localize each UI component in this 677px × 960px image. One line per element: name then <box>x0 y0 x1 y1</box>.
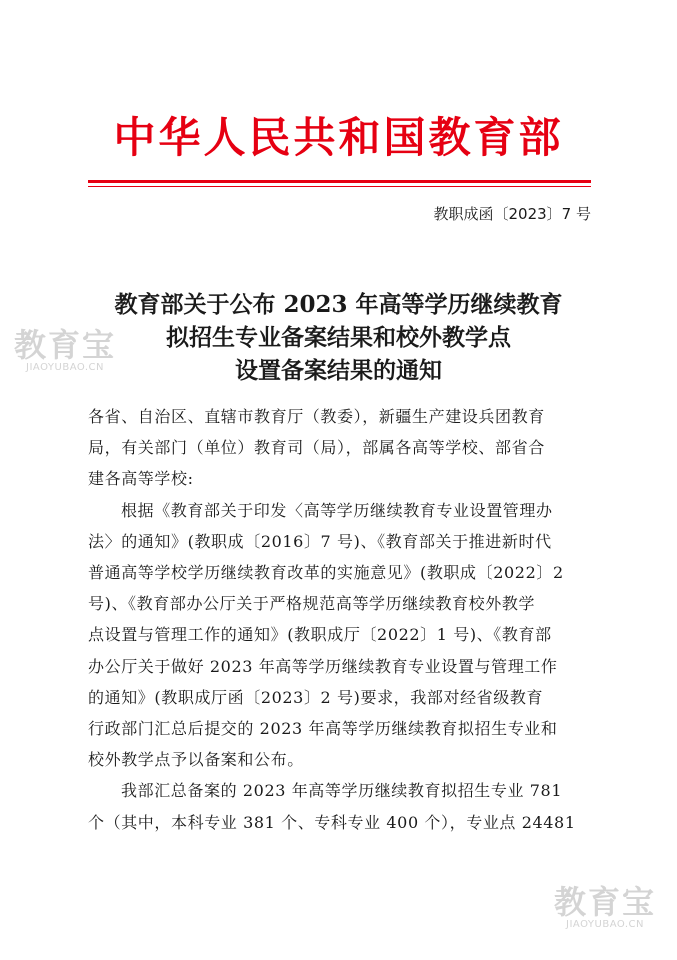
body-line: 行政部门汇总后提交的 2023 年高等学历继续教育拟招生专业和 <box>88 719 558 739</box>
body-line: 个（其中，本科专业 381 个、专科专业 400 个），专业点 24481 <box>88 812 576 832</box>
body-line: 法〉的通知》(教职成〔2016〕7 号)、《教育部关于推进新时代 <box>88 531 552 551</box>
body-line: 办公厅关于做好 2023 年高等学历继续教育专业设置与管理工作 <box>88 656 558 676</box>
body-line: 各省、自治区、直辖市教育厅（教委），新疆生产建设兵团教育 <box>88 407 545 426</box>
body-line: 号)、《教育部办公厅关于严格规范高等学历继续教育校外教学 <box>88 594 536 614</box>
masthead-rule-thick <box>88 180 591 183</box>
title-line: 设置备案结果的通知 <box>235 357 442 384</box>
body-line: 校外教学点予以备案和公布。 <box>88 750 304 770</box>
body-line: 局，有关部门（单位）教育司（局），部属各高等学校、部省合 <box>88 438 545 458</box>
watermark-text: 教育宝 <box>13 326 116 364</box>
title-line: 教育部关于公布 2023 年高等学历继续教育 <box>114 291 563 318</box>
notice-body <box>88 401 598 838</box>
body-line: 我部汇总备案的 2023 年高等学历继续教育拟招生专业 781 <box>121 781 563 801</box>
body-line: 普通高等学校学历继续教育改革的实施意见》(教职成〔2022〕2 <box>88 563 564 583</box>
body-line: 点设置与管理工作的通知》(教职成厅〔2022〕1 号)、《教育部 <box>88 625 552 645</box>
document-number: 教职成函〔2023〕7 号 <box>433 205 591 223</box>
body-line: 的通知》(教职成厅函〔2023〕2 号)要求，我部对经省级教育 <box>88 687 544 707</box>
masthead-title: 中华人民共和国教育部 <box>113 113 564 162</box>
watermark-url: JIAOYUBAO.CN <box>26 362 104 373</box>
masthead-rule-thin <box>88 186 591 187</box>
watermark-text: 教育宝 <box>553 883 656 921</box>
title-line: 拟招生专业备案结果和校外教学点 <box>166 324 511 351</box>
notice-title <box>60 288 617 387</box>
body-line: 建各高等学校: <box>88 469 194 489</box>
body-line: 根据《教育部关于印发〈高等学历继续教育专业设置管理办 <box>121 500 553 520</box>
watermark-logo <box>540 885 670 931</box>
watermark-url: JIAOYUBAO.CN <box>566 919 644 930</box>
